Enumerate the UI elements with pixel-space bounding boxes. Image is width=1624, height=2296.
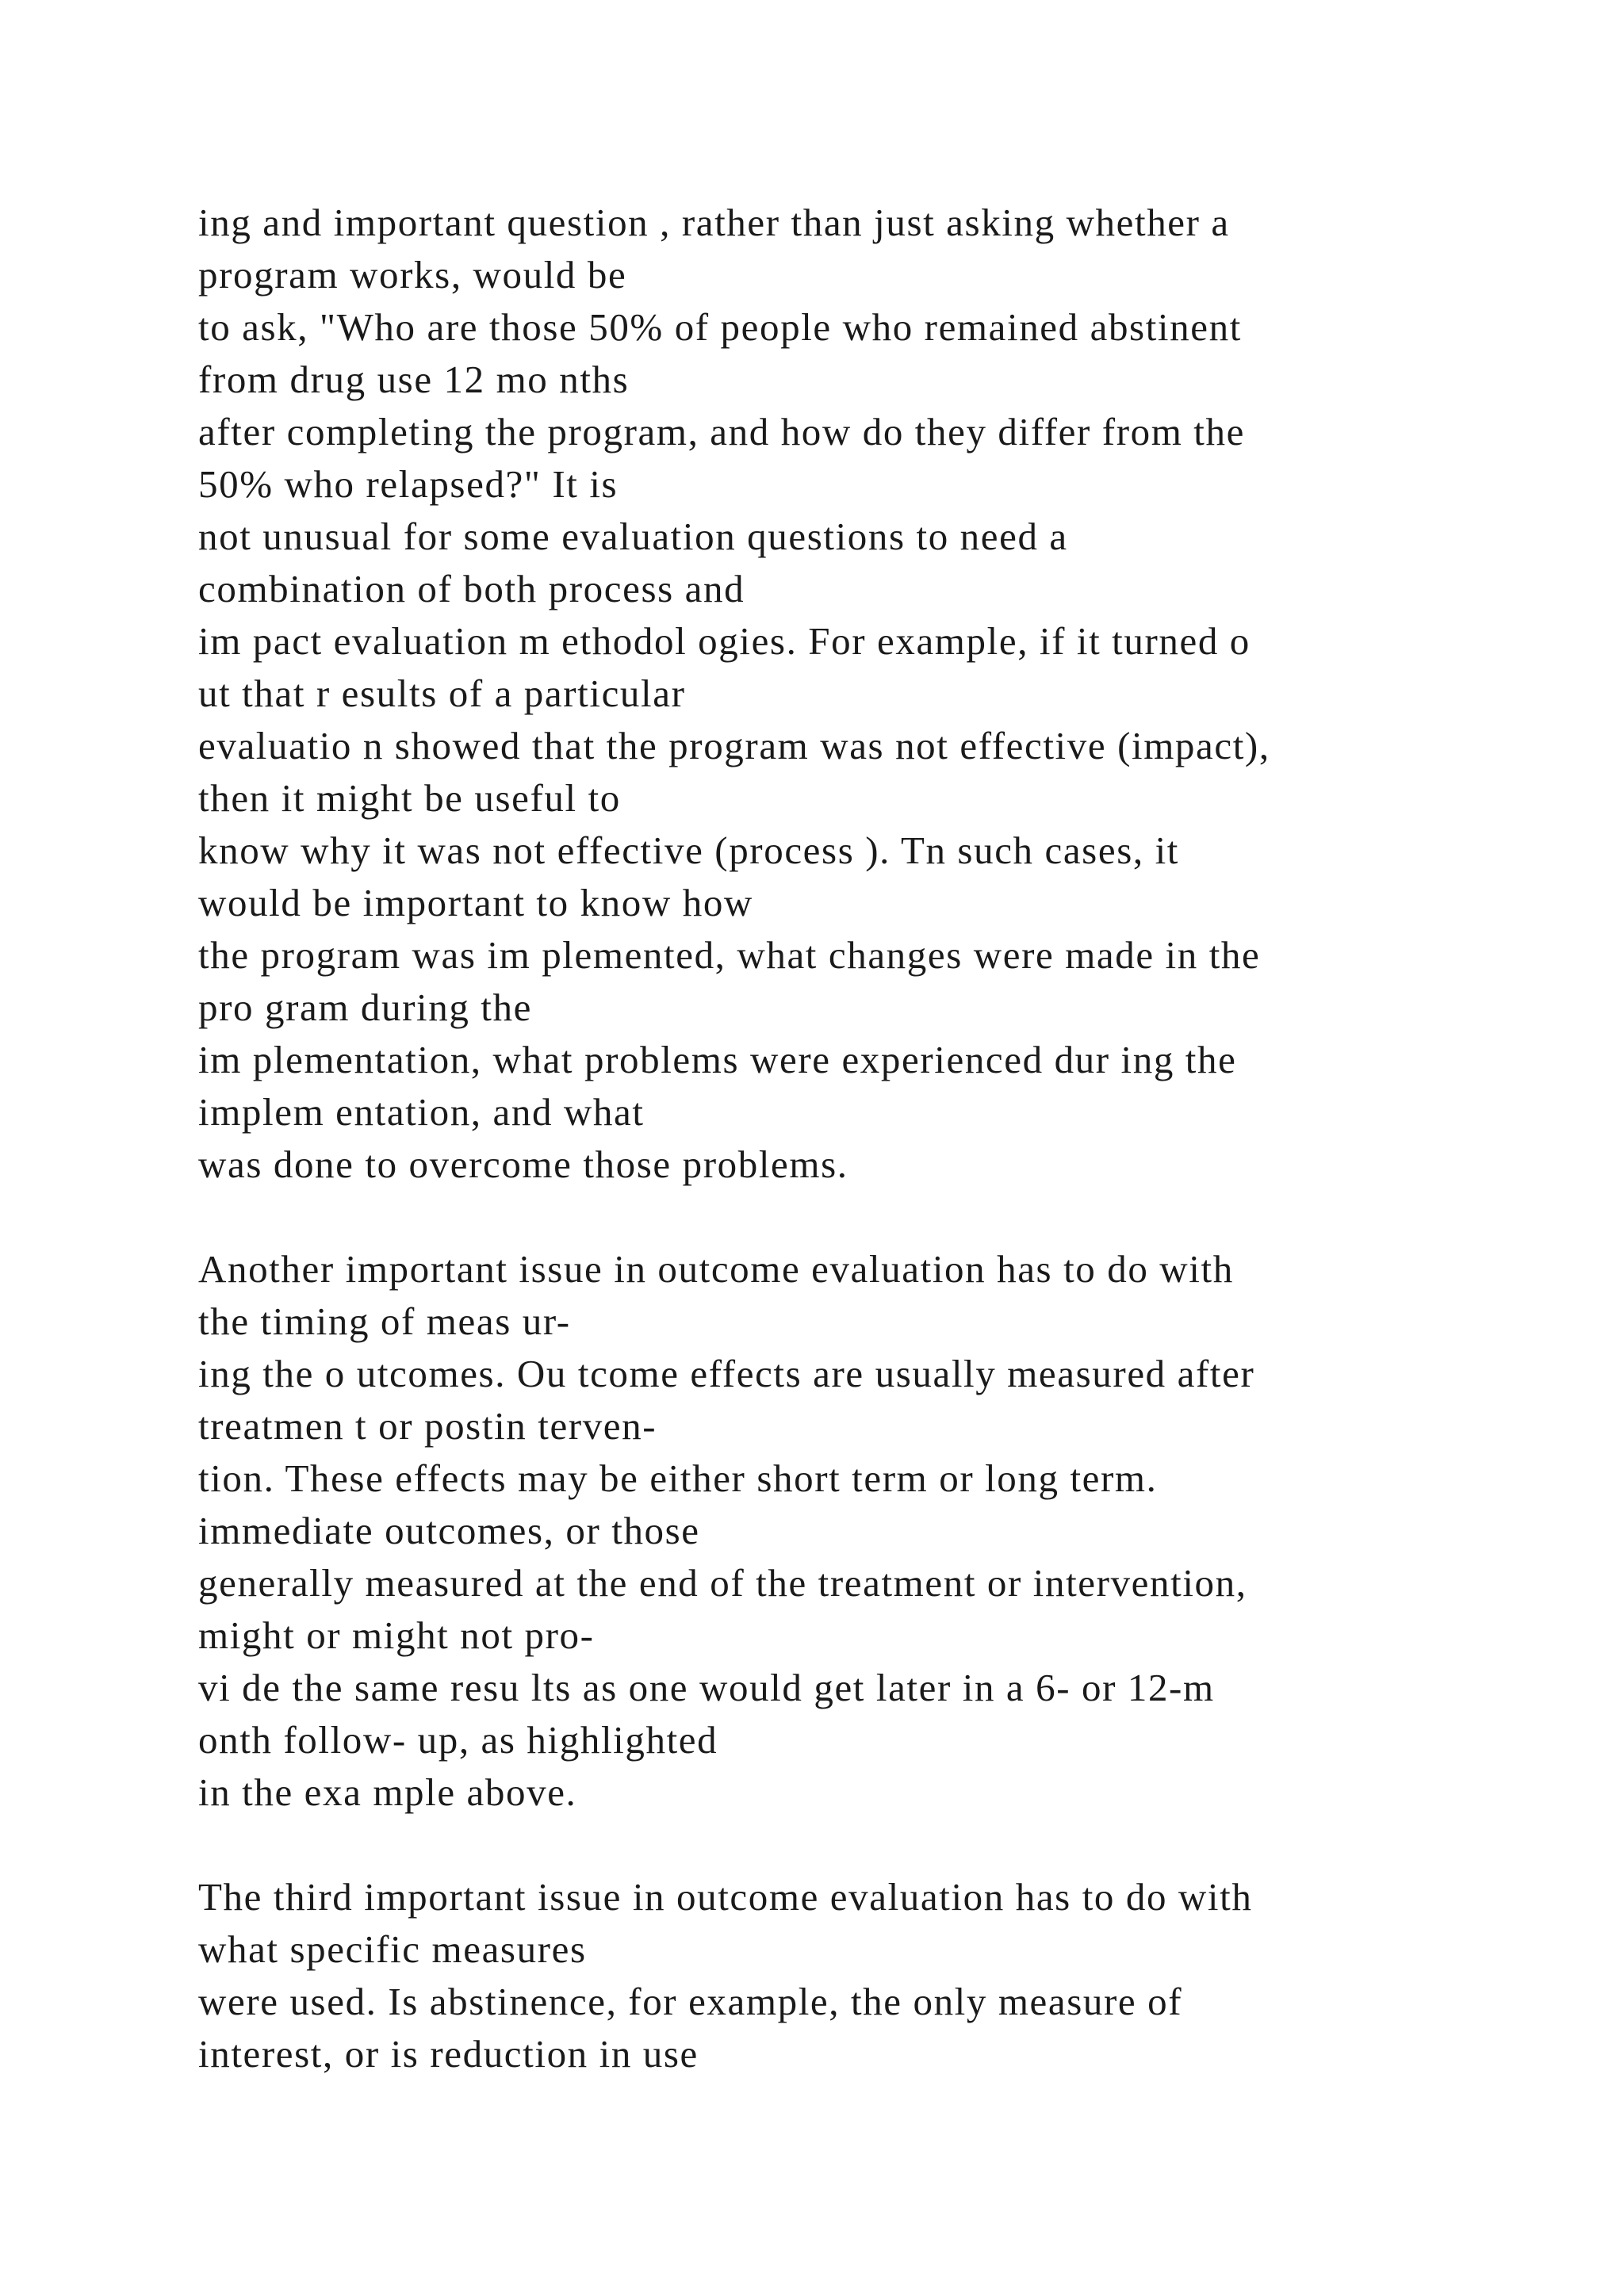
text-line: after completing the program, and how do they differ from the: [198, 410, 1245, 453]
paragraph-2: [198, 1243, 1546, 1819]
text-line: ing the o utcomes. Ou tcome effects are usually measured after: [198, 1352, 1255, 1395]
text-line: would be important to know how: [198, 881, 753, 924]
paragraph-1: [198, 197, 1546, 1191]
text-line: the timing of meas ur-: [198, 1299, 571, 1343]
text-line: the program was im plemented, what changes were made in the: [198, 933, 1261, 977]
text-line: im pact evaluation m ethodol ogies. For example, if it turned o: [198, 619, 1251, 663]
text-line: tion. These effects may be either short term or long term.: [198, 1456, 1158, 1500]
text-line: from drug use 12 mo nths: [198, 358, 630, 401]
text-line: then it might be useful to: [198, 776, 621, 820]
paragraph-gap: [198, 1191, 1546, 1243]
text-line: were used. Is abstinence, for example, the only measure of: [198, 1980, 1183, 2023]
text-line: what specific measures: [198, 1927, 587, 1971]
text-line: not unusual for some evaluation questions to need a: [198, 515, 1068, 558]
paragraph-3: [198, 1871, 1546, 2080]
text-line: combination of both process and: [198, 567, 745, 610]
paragraph-gap: [198, 1819, 1546, 1871]
text-line: was done to overcome those problems.: [198, 1142, 848, 1186]
text-line: to ask, "Who are those 50% of people who remained abstinent: [198, 305, 1242, 349]
text-line: 50% who relapsed?" It is: [198, 462, 619, 506]
text-line: im plementation, what problems were experienced dur ing the: [198, 1038, 1237, 1081]
text-line: onth follow- up, as highlighted: [198, 1718, 718, 1762]
text-line: in the exa mple above.: [198, 1770, 577, 1814]
body-text: [198, 197, 1546, 2080]
text-line: implem entation, and what: [198, 1090, 645, 1134]
text-line: know why it was not effective (process ). Tn such cases, it: [198, 828, 1179, 872]
text-line: immediate outcomes, or those: [198, 1509, 700, 1552]
text-line: evaluatio n showed that the program was not effective (impact),: [198, 724, 1270, 767]
text-line: might or might not pro-: [198, 1613, 595, 1657]
text-line: The third important issue in outcome evaluation has to do with: [198, 1875, 1253, 1919]
text-line: treatmen t or postin terven-: [198, 1404, 657, 1448]
text-line: vi de the same resu lts as one would get later in a 6- or 12-m: [198, 1666, 1215, 1709]
text-line: ing and important question , rather than just asking whether a: [198, 201, 1230, 244]
text-line: ut that r esults of a particular: [198, 672, 686, 715]
text-line: Another important issue in outcome evaluation has to do with: [198, 1247, 1234, 1291]
text-line: pro gram during the: [198, 985, 532, 1029]
text-line: generally measured at the end of the treatment or intervention,: [198, 1561, 1247, 1605]
text-line: interest, or is reduction in use: [198, 2032, 699, 2076]
text-line: program works, would be: [198, 253, 627, 297]
